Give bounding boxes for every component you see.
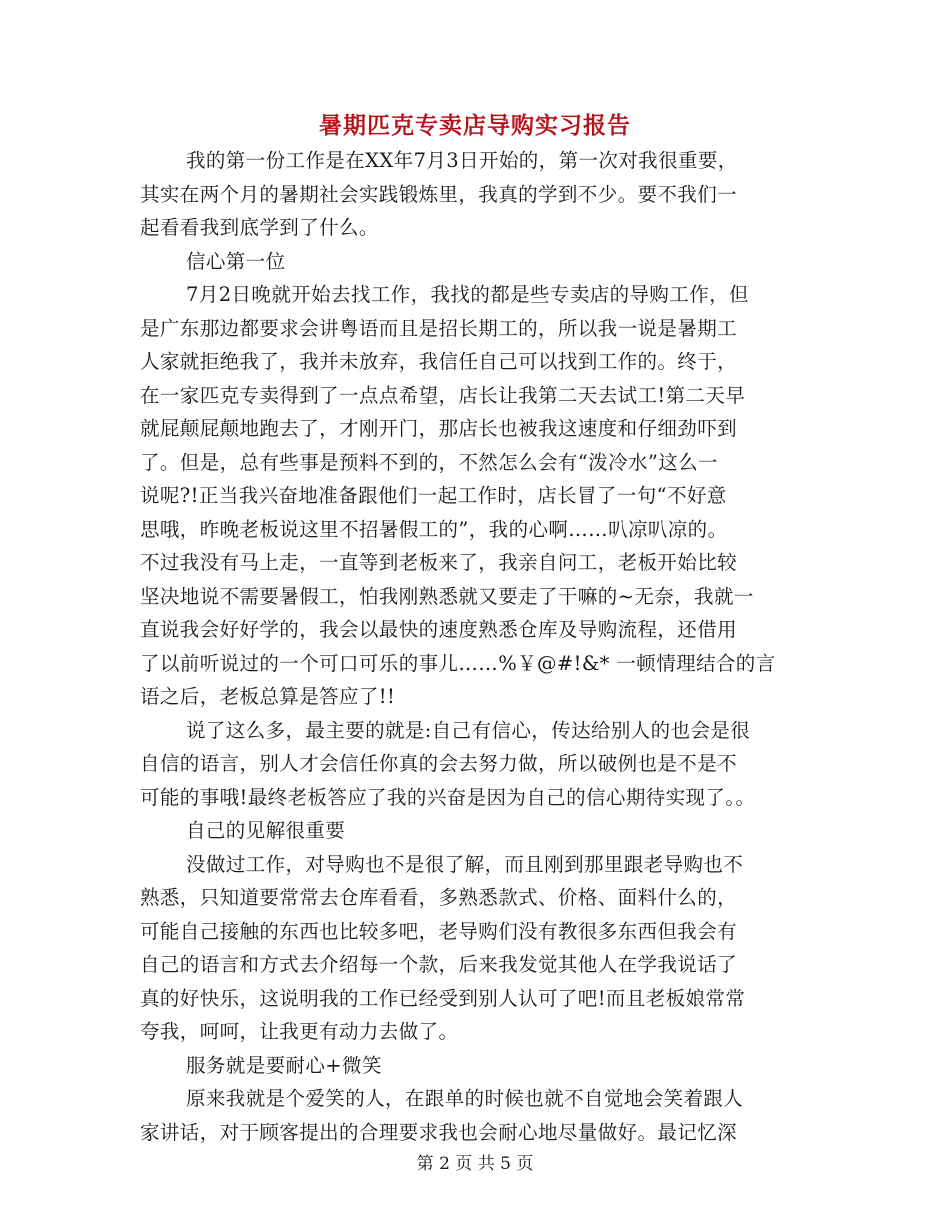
paragraph-line: 自信的语言，别人才会信任你真的会去努力做，所以破例也是不是不: [140, 752, 738, 775]
document-title: 暑期匹克专卖店导购实习报告: [319, 112, 631, 139]
paragraph-first-line: 说了这么多，最主要的就是:自己有信心，传达给别人的也会是很: [186, 718, 751, 742]
paragraph-line: 可能自己接触的东西也比较多吧，老导购们没有教很多东西但我会有: [140, 919, 738, 943]
paragraph-first-line: 原来我就是个爱笑的人，在跟单的时候也就不自觉地会笑着跟人: [186, 1087, 744, 1110]
page-footer: [0, 1152, 950, 1176]
paragraph-line: 坚决地说不需要暑假工，怕我刚熟悉就又要走了干嘛的~无奈，我就一: [140, 584, 754, 608]
paragraph-line: 熟悉，只知道要常常去仓库看看，多熟悉款式、价格、面料什么的，: [140, 886, 738, 909]
paragraph-line: 思哦，昨晚老板说这里不招暑假工的”，我的心啊……叭凉叭凉的。: [140, 517, 728, 541]
paragraph-line: 人家就拒绝我了，我并未放弃，我信任自己可以找到工作的。终于，: [140, 350, 738, 373]
paragraph-line: 家讲话，对于顾客提出的合理要求我也会耐心地尽量做好。最记忆深: [140, 1120, 738, 1144]
paragraph-line: 就屁颠屁颠地跑去了，才刚开门，那店长也被我这速度和仔细劲吓到: [140, 417, 738, 440]
paragraph-line: 真的好快乐，这说明我的工作已经受到别人认可了吧!而且老板娘常常: [140, 986, 746, 1010]
document-body: [140, 144, 830, 1149]
paragraph-first-line: 服务就是要耐心+微笑: [186, 1053, 382, 1077]
paragraph-first-line: 7月2日晚就开始去找工作，我找的都是些专卖店的导购工作，但: [186, 283, 749, 306]
paragraph-line: 直说我会好好学的，我会以最快的速度熟悉仓库及导购流程，还借用: [140, 618, 738, 641]
paragraph-line: 了。但是，总有些事是预料不到的，不然怎么会有“泼冷水”这么一: [140, 450, 718, 474]
paragraph-line: 不过我没有马上走，一直等到老板来了，我亲自问工，老板开始比较: [140, 551, 738, 574]
paragraph-line: 在一家匹克专卖得到了一点点希望，店长让我第二天去试工!第二天早: [140, 383, 746, 407]
paragraph-line: 可能的事哦!最终老板答应了我的兴奋是因为自己的信心期待实现了。。: [140, 785, 756, 809]
paragraph-line: 夸我，呵呵，让我更有动力去做了。: [140, 1020, 459, 1043]
paragraph-first-line: 信心第一位: [186, 249, 286, 273]
paragraph-first-line: 我的第一份工作是在XX年7月3日开始的，第一次对我很重要，: [186, 149, 738, 172]
paragraph-line: 起看看我到底学到了什么。: [140, 216, 379, 239]
paragraph-line: 说呢?!正当我兴奋地准备跟他们一起工作时，店长冒了一句“不好意: [140, 484, 727, 507]
page-number-label: 第 2 页 共 5 页: [416, 1154, 534, 1174]
paragraph-line: 自己的语言和方式去介绍每一个款，后来我发觉其他人在学我说话了: [140, 953, 738, 976]
paragraph-line: 其实在两个月的暑期社会实践锻炼里，我真的学到不少。要不我们一: [140, 182, 738, 206]
paragraph-line: 是广东那边都要求会讲粤语而且是招长期工的，所以我一说是暑期工: [140, 316, 738, 340]
paragraph-line: 了以前听说过的一个可口可乐的事儿……%￥@#!&* 一顿情理结合的言: [140, 651, 776, 675]
paragraph-line: 语之后，老板总算是答应了!!: [140, 685, 396, 708]
paragraph-first-line: 自己的见解很重要: [186, 819, 346, 842]
paragraph-first-line: 没做过工作，对导购也不是很了解，而且刚到那里跟老导购也不: [186, 852, 744, 876]
